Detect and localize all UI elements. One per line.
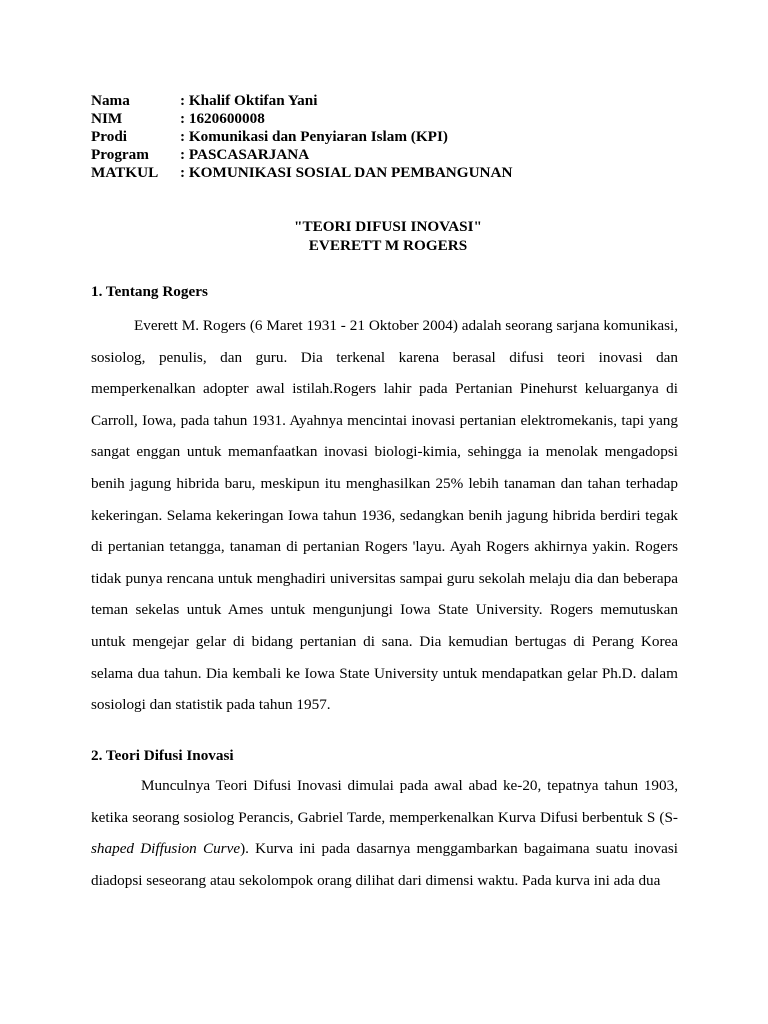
paragraph-text-start: Munculnya Teori Difusi Inovasi dimulai pada awal abad ke-20, tepatnya tahun 1903, ketika seorang sosiolog Perancis, Gabriel Tarde, memperkenalkan Kurva Difusi berbentuk S (S- <box>91 777 678 826</box>
paragraph-text <box>91 770 678 896</box>
paragraph-text-end: ). Kurva ini pada dasarnya menggambarkan bagaimana suatu inovasi diadopsi seseorang atau sekolompok orang dilihat dari dimensi waktu. Pada kurva ini ada dua <box>91 840 678 889</box>
info-value: : PASCASARJANA <box>180 146 310 163</box>
title-line-1: "TEORI DIFUSI INOVASI" <box>294 218 482 235</box>
student-info <box>91 92 512 182</box>
info-label: Program <box>91 146 149 163</box>
info-row-nama <box>91 92 512 110</box>
info-value: : Komunikasi dan Penyiaran Islam (KPI) <box>180 128 448 145</box>
info-row-nim <box>91 110 512 128</box>
paragraph-italic-term: shaped Diffusion Curve <box>91 840 241 858</box>
info-label: MATKUL <box>91 164 159 181</box>
info-label: Nama <box>91 92 130 109</box>
info-row-matkul <box>91 164 512 182</box>
section-heading-rogers: 1. Tentang Rogers <box>91 283 208 300</box>
paragraph-text: Everett M. Rogers (6 Maret 1931 - 21 Oktober 2004) adalah seorang sarjana komunikasi, sosiolog, penulis, dan guru. Dia terkenal karena berasal difusi teori inovasi dan memperkenalkan adopter awal istilah.Rogers lahir pada Pertanian Pinehurst keluarganya di Carroll, Iowa, pada tahun 1931. Ayahnya mencintai inovasi pertanian elektromekanis, tapi yang sangat enggan untuk memanfaatkan inovasi biologi-kimia, sehingga ia menolak mengadopsi benih jagung hibrida baru, meskipun itu menghasilkan 25% lebih tanaman dan tahan terhadap kekeringan. Selama kekeringan Iowa tahun 1936, sedangkan benih jagung hibrida berdiri tegak di pertanian tetangga, tanaman di pertanian Rogers 'layu. Ayah Rogers akhirnya yakin. Rogers tidak punya rencana untuk menghadiri universitas sampai guru sekolah melaju dia dan beberapa teman sekelas untuk Ames untuk mengunjungi Iowa State University. Rogers memutuskan untuk mengejar gelar di bidang pertanian di sana. Dia kemudian bertugas di Perang Korea selama dua tahun. Dia kembali ke Iowa State University untuk mendapatkan gelar Ph.D. dalam sosiologi dan statistik pada tahun 1957. <box>91 317 678 714</box>
info-label: NIM <box>91 110 123 127</box>
section-paragraph-difusi <box>91 770 678 896</box>
section-heading-difusi: 2. Teori Difusi Inovasi <box>91 747 234 764</box>
info-row-prodi <box>91 128 512 146</box>
section-paragraph-rogers <box>91 310 678 721</box>
document-title <box>0 217 768 255</box>
info-value: : 1620600008 <box>180 110 265 127</box>
title-line-2: EVERETT M ROGERS <box>308 237 468 254</box>
info-value: : KOMUNIKASI SOSIAL DAN PEMBANGUNAN <box>180 164 513 181</box>
info-label: Prodi <box>91 128 128 145</box>
info-value: : Khalif Oktifan Yani <box>180 92 318 109</box>
info-row-program <box>91 146 512 164</box>
